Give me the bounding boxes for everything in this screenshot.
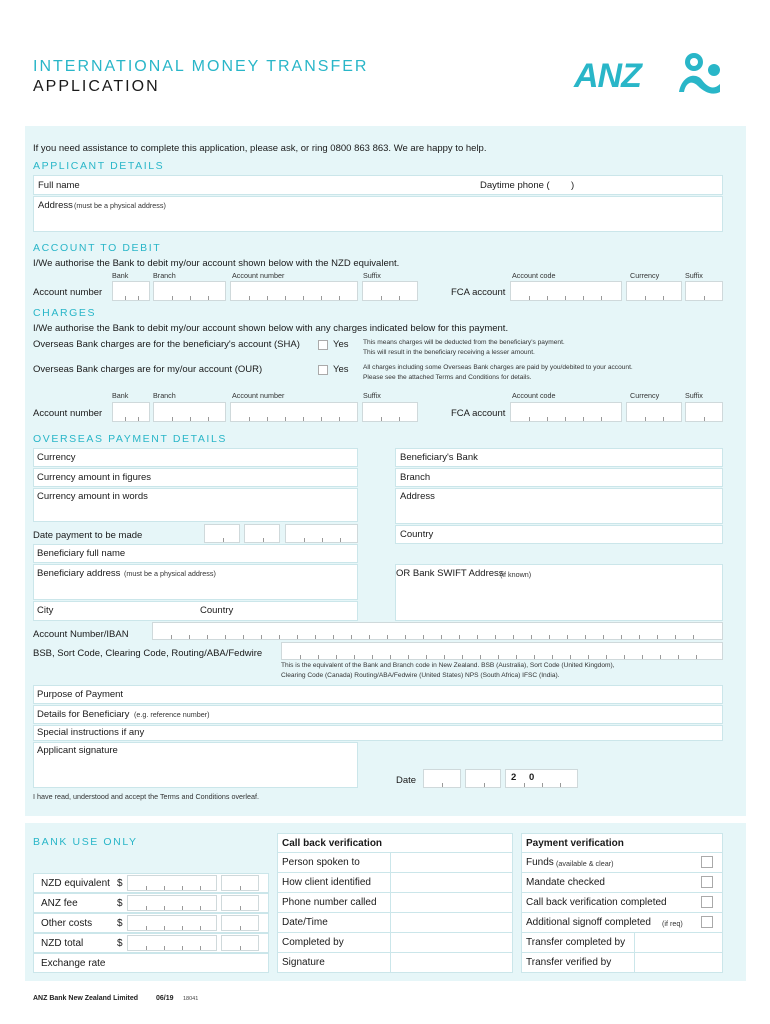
callback-done-label: Call back verification completed xyxy=(526,897,667,908)
bank-address-field[interactable] xyxy=(395,488,723,524)
date-year-field[interactable] xyxy=(285,524,358,543)
intro-text: If you need assistance to complete this application, please ask, or ring 0800 863 863. We are happy to help. xyxy=(33,143,487,154)
daytime-phone-label: Daytime phone ( xyxy=(480,180,550,191)
branch-field[interactable] xyxy=(395,468,723,487)
anz-fee-field[interactable] xyxy=(127,895,217,911)
col-account: Account number xyxy=(232,271,285,280)
debit-suffix2-field[interactable] xyxy=(685,281,723,301)
additional-signoff-label: Additional signoff completed xyxy=(526,917,651,928)
charges-currency-field[interactable] xyxy=(626,402,682,422)
full-name-label: Full name xyxy=(38,180,80,191)
nzd-equivalent-cents[interactable] xyxy=(221,875,259,891)
our-checkbox[interactable] xyxy=(318,365,328,375)
additional-note: (if req) xyxy=(662,919,683,928)
bank-use-heading: BANK USE ONLY xyxy=(33,836,138,848)
charges-suffix-field[interactable] xyxy=(362,402,418,422)
date-made-label: Date payment to be made xyxy=(33,530,143,541)
callback-heading: Call back verification xyxy=(282,838,383,849)
our-note-2: Please see the attached Terms and Conditions for details. xyxy=(363,374,532,381)
year-digit-2: 2 xyxy=(511,772,517,783)
transfer-verified-label: Transfer verified by xyxy=(526,957,612,968)
nzd-total-cents[interactable] xyxy=(221,935,259,951)
sha-checkbox[interactable] xyxy=(318,340,328,350)
dollar-sign: $ xyxy=(117,898,123,909)
dollar-sign: $ xyxy=(117,878,123,889)
exchange-rate-label: Exchange rate xyxy=(41,958,106,969)
funds-checkbox[interactable] xyxy=(701,856,713,868)
charges-account-code-field[interactable] xyxy=(510,402,622,422)
amount-words-label: Currency amount in words xyxy=(37,491,148,502)
our-label: Overseas Bank charges are for my/our account (OUR) xyxy=(33,364,263,375)
anz-fee-label: ANZ fee xyxy=(41,898,78,909)
callback-done-checkbox[interactable] xyxy=(701,896,713,908)
amount-figures-label: Currency amount in figures xyxy=(37,472,152,483)
swift-label: OR Bank SWIFT Address xyxy=(396,568,504,579)
branch-label: Branch xyxy=(400,472,431,483)
footer-date: 06/19 xyxy=(156,995,174,1002)
applicant-heading: APPLICANT DETAILS xyxy=(33,160,165,172)
completed-by-label: Completed by xyxy=(282,937,344,948)
nzd-equivalent-label: NZD equivalent xyxy=(41,878,110,889)
beneficiary-name-label: Beneficiary full name xyxy=(37,548,126,559)
swift-note: (if known) xyxy=(500,570,532,579)
nzd-total-field[interactable] xyxy=(127,935,217,951)
city-country-field[interactable] xyxy=(33,601,358,621)
charges-branch-field[interactable] xyxy=(153,402,226,422)
anz-fee-cents[interactable] xyxy=(221,895,259,911)
charges-account-number-label: Account number xyxy=(33,408,103,419)
iban-label: Account Number/IBAN xyxy=(33,629,129,640)
anz-logo-text: ANZ xyxy=(574,57,641,95)
our-yes: Yes xyxy=(333,364,349,375)
accept-terms-text: I have read, understood and accept the Terms and Conditions overleaf. xyxy=(33,792,260,801)
debit-account-number-label: Account number xyxy=(33,287,103,298)
our-note-1: All charges including some Overseas Bank charges are paid by you/debited to your account. xyxy=(363,364,633,371)
debit-heading: ACCOUNT TO DEBIT xyxy=(33,242,162,254)
bank-country-label: Country xyxy=(400,529,434,540)
col-suffix: Suffix xyxy=(363,391,381,400)
footer-code: 18041 xyxy=(183,996,199,1002)
beneficiary-bank-label: Beneficiary's Bank xyxy=(400,452,478,463)
col-account-code: Account code xyxy=(512,271,556,280)
date-label: Date xyxy=(396,775,417,786)
signature-label: Signature xyxy=(282,957,325,968)
person-spoken-label: Person spoken to xyxy=(282,857,360,868)
year-digit-0: 0 xyxy=(529,772,535,783)
bsb-field[interactable] xyxy=(281,642,723,660)
col-branch: Branch xyxy=(153,391,176,400)
sign-day-field[interactable] xyxy=(423,769,461,788)
details-label: Details for Beneficiary xyxy=(37,709,130,720)
city-country-label: Country xyxy=(200,605,234,616)
sha-label: Overseas Bank charges are for the beneficiary's account (SHA) xyxy=(33,339,300,350)
signature-label: Applicant signature xyxy=(37,745,118,756)
how-identified-label: How client identified xyxy=(282,877,371,888)
beneficiary-address-note: (must be a physical address) xyxy=(124,569,216,578)
full-name-field[interactable] xyxy=(33,175,723,195)
charges-fca-label: FCA account xyxy=(451,408,506,419)
col-suffix: Suffix xyxy=(363,271,381,280)
anz-people-icon xyxy=(674,50,724,96)
sha-yes: Yes xyxy=(333,339,349,350)
iban-field[interactable] xyxy=(152,622,723,640)
date-time-label: Date/Time xyxy=(282,917,328,928)
form-title-line2: APPLICATION xyxy=(33,78,160,95)
charges-heading: CHARGES xyxy=(33,307,97,319)
col-bank: Bank xyxy=(112,391,129,400)
overseas-heading: OVERSEAS PAYMENT DETAILS xyxy=(33,433,227,445)
debit-bank-field[interactable] xyxy=(112,281,150,301)
mandate-checkbox[interactable] xyxy=(701,876,713,888)
other-costs-cents[interactable] xyxy=(221,915,259,931)
debit-currency-field[interactable] xyxy=(626,281,682,301)
bsb-note-1: This is the equivalent of the Bank and Branch code in New Zealand. BSB (Australia), Sort Code (United Kingdom), xyxy=(281,662,615,669)
nzd-equivalent-field[interactable] xyxy=(127,875,217,891)
debit-account-field[interactable] xyxy=(230,281,358,301)
anz-logo xyxy=(574,50,726,96)
charges-suffix2-field[interactable] xyxy=(685,402,723,422)
bank-address-label: Address xyxy=(400,491,435,502)
footer-company: ANZ Bank New Zealand Limited xyxy=(33,995,139,1002)
date-day-field[interactable] xyxy=(204,524,240,543)
details-note: (e.g. reference number) xyxy=(134,710,210,719)
col-currency: Currency xyxy=(630,391,660,400)
address-label: Address xyxy=(38,200,73,211)
charges-account-field[interactable] xyxy=(230,402,358,422)
col-suffix2: Suffix xyxy=(685,391,703,400)
bsb-note-2: Clearing Code (Canada) Routing/ABA/Fedwire (United States) NPS (South Africa) IFSC (India). xyxy=(281,672,560,679)
transfer-completed-label: Transfer completed by xyxy=(526,937,626,948)
sha-note-1: This means charges will be deducted from the beneficiary's payment. xyxy=(363,339,565,346)
city-label: City xyxy=(37,605,54,616)
col-account-code: Account code xyxy=(512,391,556,400)
phone-called-label: Phone number called xyxy=(282,897,377,908)
payment-verification-heading: Payment verification xyxy=(526,838,624,849)
special-label: Special instructions if any xyxy=(37,727,145,738)
charges-bank-field[interactable] xyxy=(112,402,150,422)
other-costs-label: Other costs xyxy=(41,918,93,929)
col-bank: Bank xyxy=(112,271,129,280)
debit-suffix-field[interactable] xyxy=(362,281,418,301)
purpose-field[interactable] xyxy=(33,685,723,704)
col-currency: Currency xyxy=(630,271,660,280)
additional-checkbox[interactable] xyxy=(701,916,713,928)
address-note: (must be a physical address) xyxy=(74,201,166,210)
debit-account-code-field[interactable] xyxy=(510,281,622,301)
bsb-label: BSB, Sort Code, Clearing Code, Routing/ABA/Fedwire xyxy=(33,648,263,659)
dollar-sign: $ xyxy=(117,938,123,949)
nzd-total-label: NZD total xyxy=(41,938,84,949)
sha-note-2: This will result in the beneficiary receiving a lesser amount. xyxy=(363,349,535,356)
bank-country-field[interactable] xyxy=(395,525,723,544)
form-title-line1: INTERNATIONAL MONEY TRANSFER xyxy=(33,58,369,75)
funds-label: Funds xyxy=(526,857,554,868)
funds-note: (available & clear) xyxy=(556,859,614,868)
debit-fca-label: FCA account xyxy=(451,287,506,298)
col-suffix2: Suffix xyxy=(685,271,703,280)
other-costs-field[interactable] xyxy=(127,915,217,931)
charges-statement: I/We authorise the Bank to debit my/our account shown below with any charges indicated below for this payment. xyxy=(33,323,509,334)
currency-label: Currency xyxy=(37,452,76,463)
beneficiary-address-label: Beneficiary address xyxy=(37,568,121,579)
date-month-field[interactable] xyxy=(244,524,280,543)
col-account: Account number xyxy=(232,391,285,400)
purpose-label: Purpose of Payment xyxy=(37,689,124,700)
debit-branch-field[interactable] xyxy=(153,281,226,301)
dollar-sign: $ xyxy=(117,918,123,929)
currency-field[interactable] xyxy=(33,448,358,467)
mandate-label: Mandate checked xyxy=(526,877,605,888)
phone-close-paren: ) xyxy=(571,180,575,191)
col-branch: Branch xyxy=(153,271,176,280)
sign-month-field[interactable] xyxy=(465,769,501,788)
debit-statement: I/We authorise the Bank to debit my/our account shown below with the NZD equivalent. xyxy=(33,258,400,269)
